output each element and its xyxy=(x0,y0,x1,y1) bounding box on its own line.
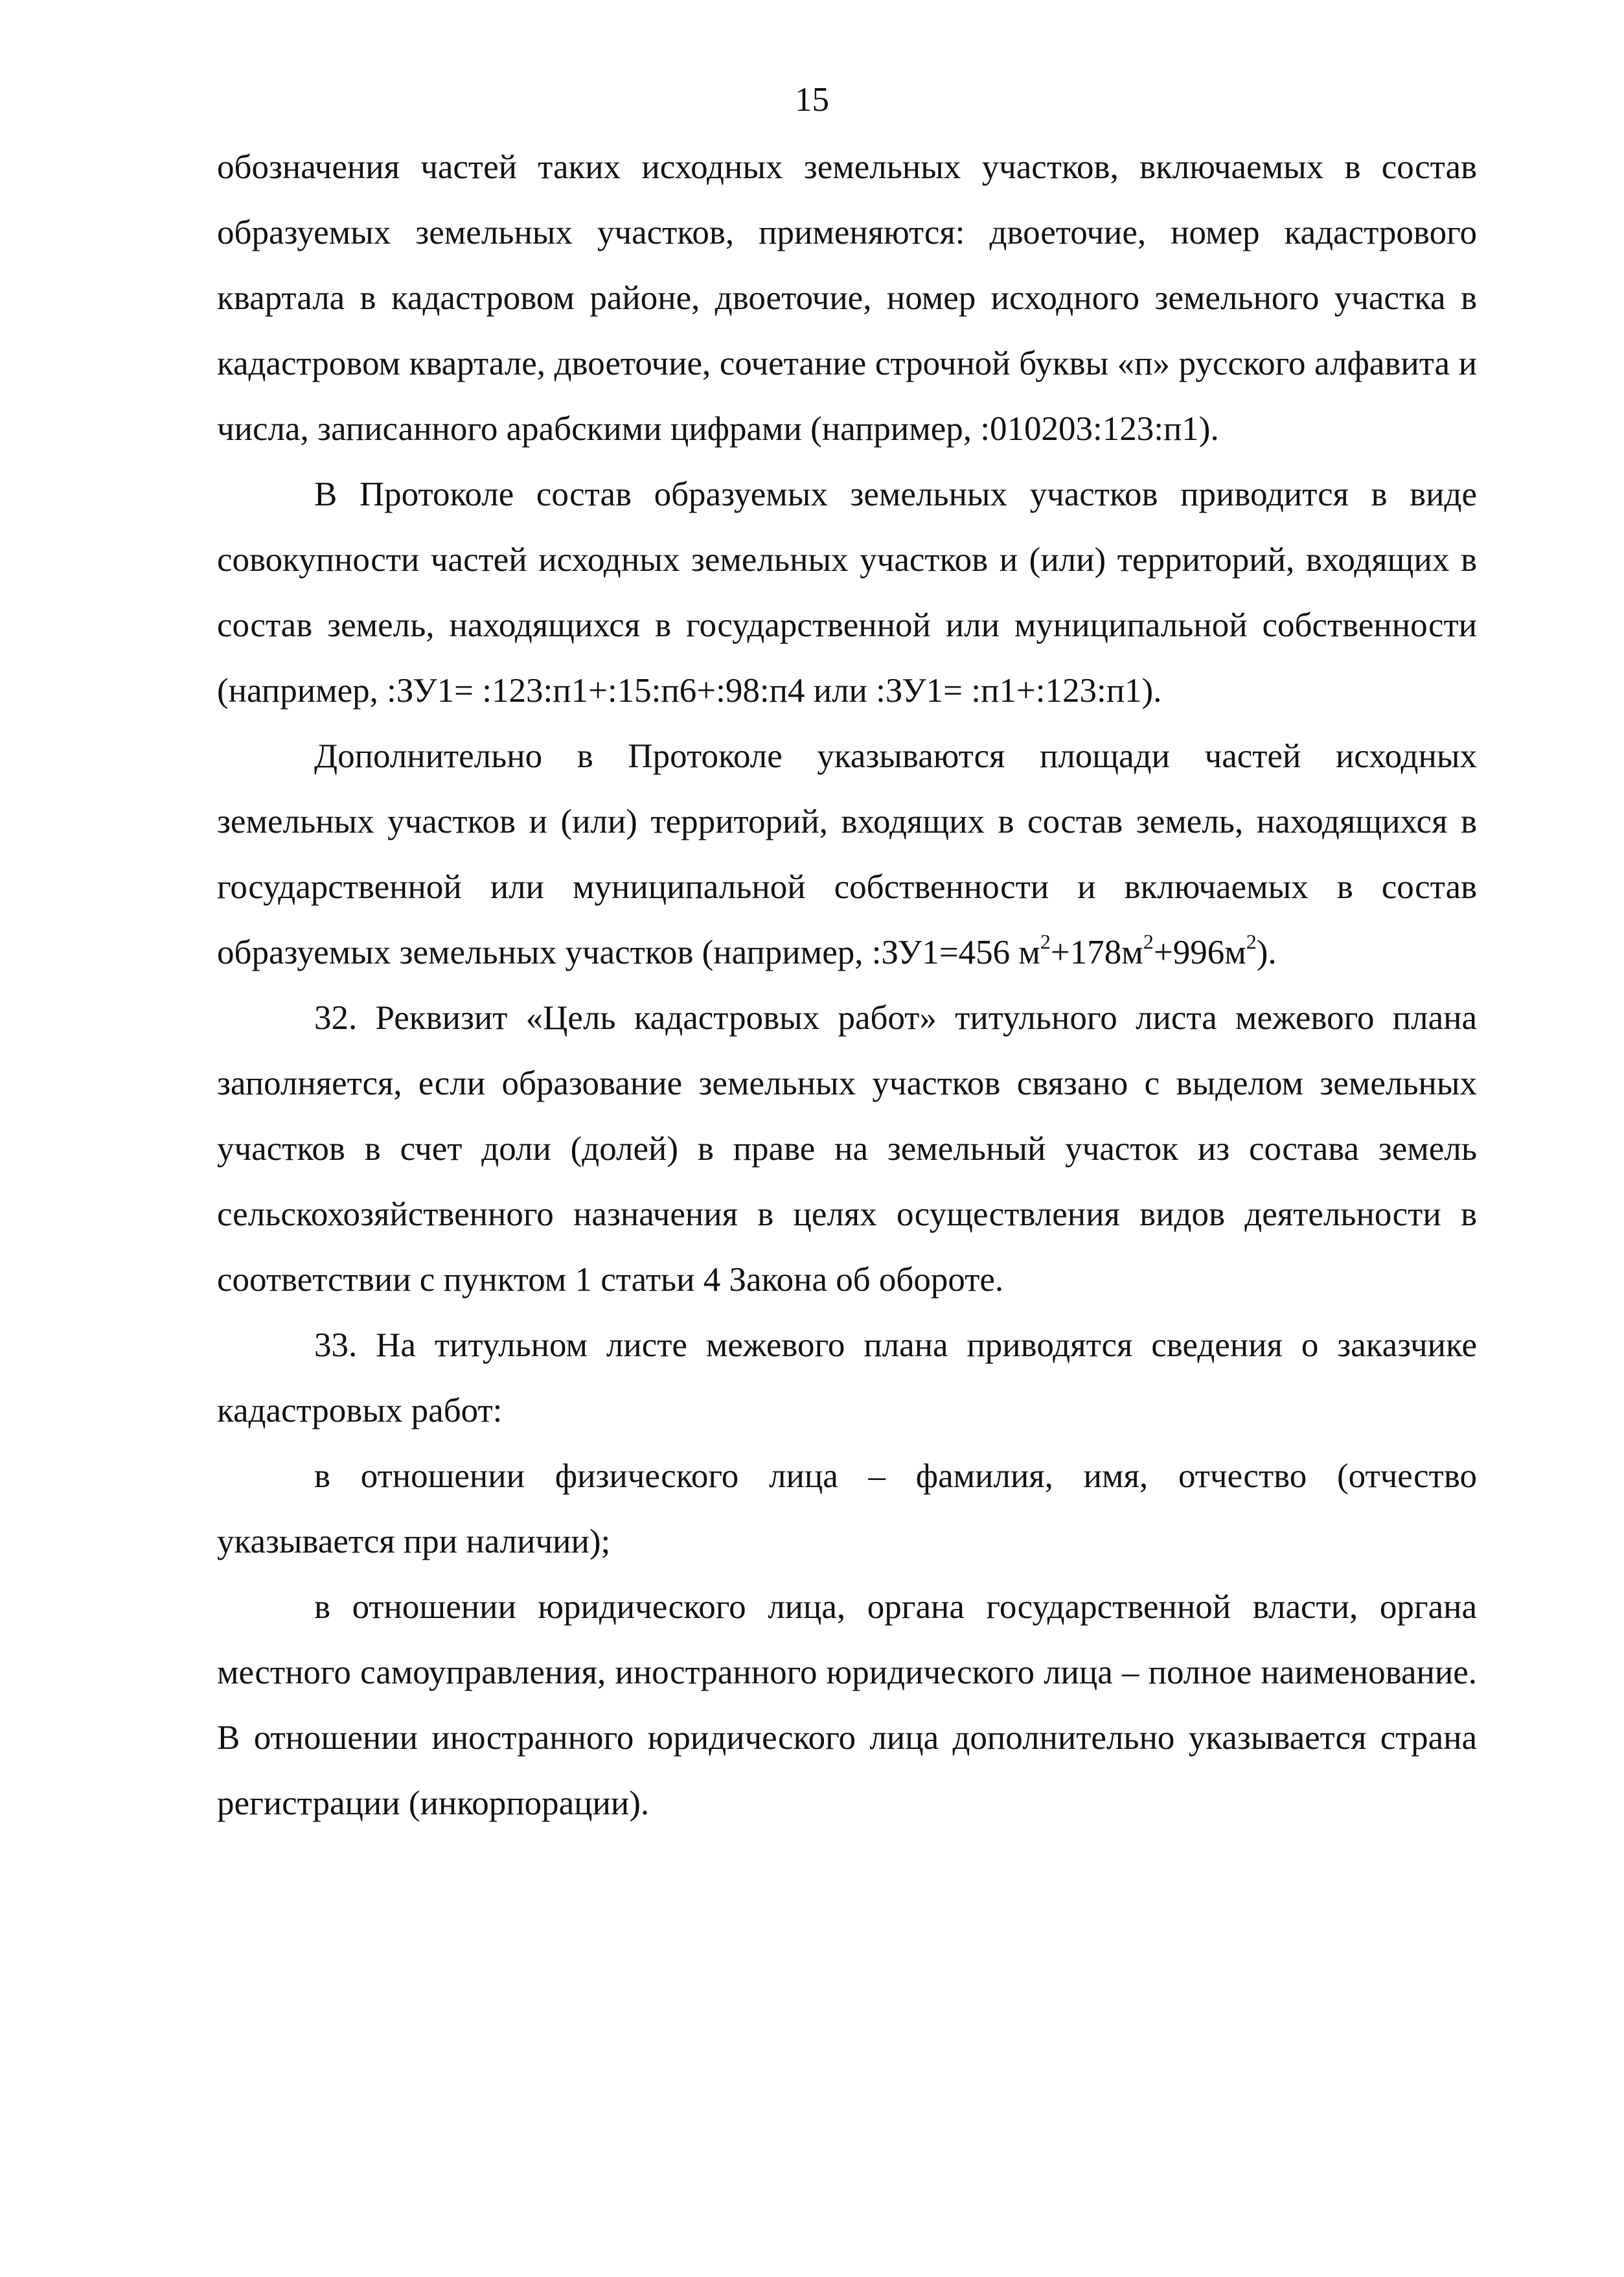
paragraph-text: Дополнительно в Протоколе указываются площади частей исходных земельных участков и (или) территорий, входящих в состав земель, находящихся в государственной или муниципальной собственности и включаемых в состав образуемых земельных участков (например, :ЗУ1=456 м xyxy=(217,737,1477,971)
paragraph-protocol-areas xyxy=(217,724,1477,986)
superscript: 2 xyxy=(1143,930,1154,954)
paragraph-text: +996м xyxy=(1153,934,1246,971)
superscript: 2 xyxy=(1246,930,1257,954)
page-number: 15 xyxy=(795,81,829,119)
paragraph-text: ). xyxy=(1256,934,1277,971)
paragraph-legal-entity: в отношении юридического лица, органа государственной власти, органа местного самоуправления, иностранного юридического лица – полное наименование. В отношении иностранного юридического лица дополнительно указывается страна регистрации (инкорпорации). xyxy=(217,1588,1477,1822)
document-body xyxy=(217,135,1477,1836)
superscript: 2 xyxy=(1040,930,1051,954)
paragraph-continuation: обозначения частей таких исходных земельных участков, включаемых в состав образуемых земельных участков, применяются: двоеточие, номер кадастрового квартала в кадастровом районе, двоеточие, номер исходного земельного участка в кадастровом квартале, двоеточие, сочетание строчной буквы «п» русского алфавита и числа, записанного арабскими цифрами (например, :010203:123:п1). xyxy=(217,148,1477,448)
paragraph-item-32: 32. Реквизит «Цель кадастровых работ» титульного листа межевого плана заполняется, если образование земельных участков связано с выделом земельных участков в счет доли (долей) в праве на земельный участок из состава земель сельскохозяйственного назначения в целях осуществления видов деятельности в соответствии с пунктом 1 статьи 4 Закона об обороте. xyxy=(217,999,1477,1299)
paragraph-individual: в отношении физического лица – фамилия, имя, отчество (отчество указывается при наличии); xyxy=(217,1457,1477,1560)
paragraph-item-33: 33. На титульном листе межевого плана приводятся сведения о заказчике кадастровых работ: xyxy=(217,1326,1477,1429)
paragraph-protocol-composition: В Протоколе состав образуемых земельных участков приводится в виде совокупности частей исходных земельных участков и (или) территорий, входящих в состав земель, находящихся в государственной или муниципальной собственности (например, :ЗУ1= :123:п1+:15:п6+:98:п4 или :ЗУ1= :п1+:123:п1). xyxy=(217,476,1477,710)
paragraph-text: +178м xyxy=(1050,934,1143,971)
